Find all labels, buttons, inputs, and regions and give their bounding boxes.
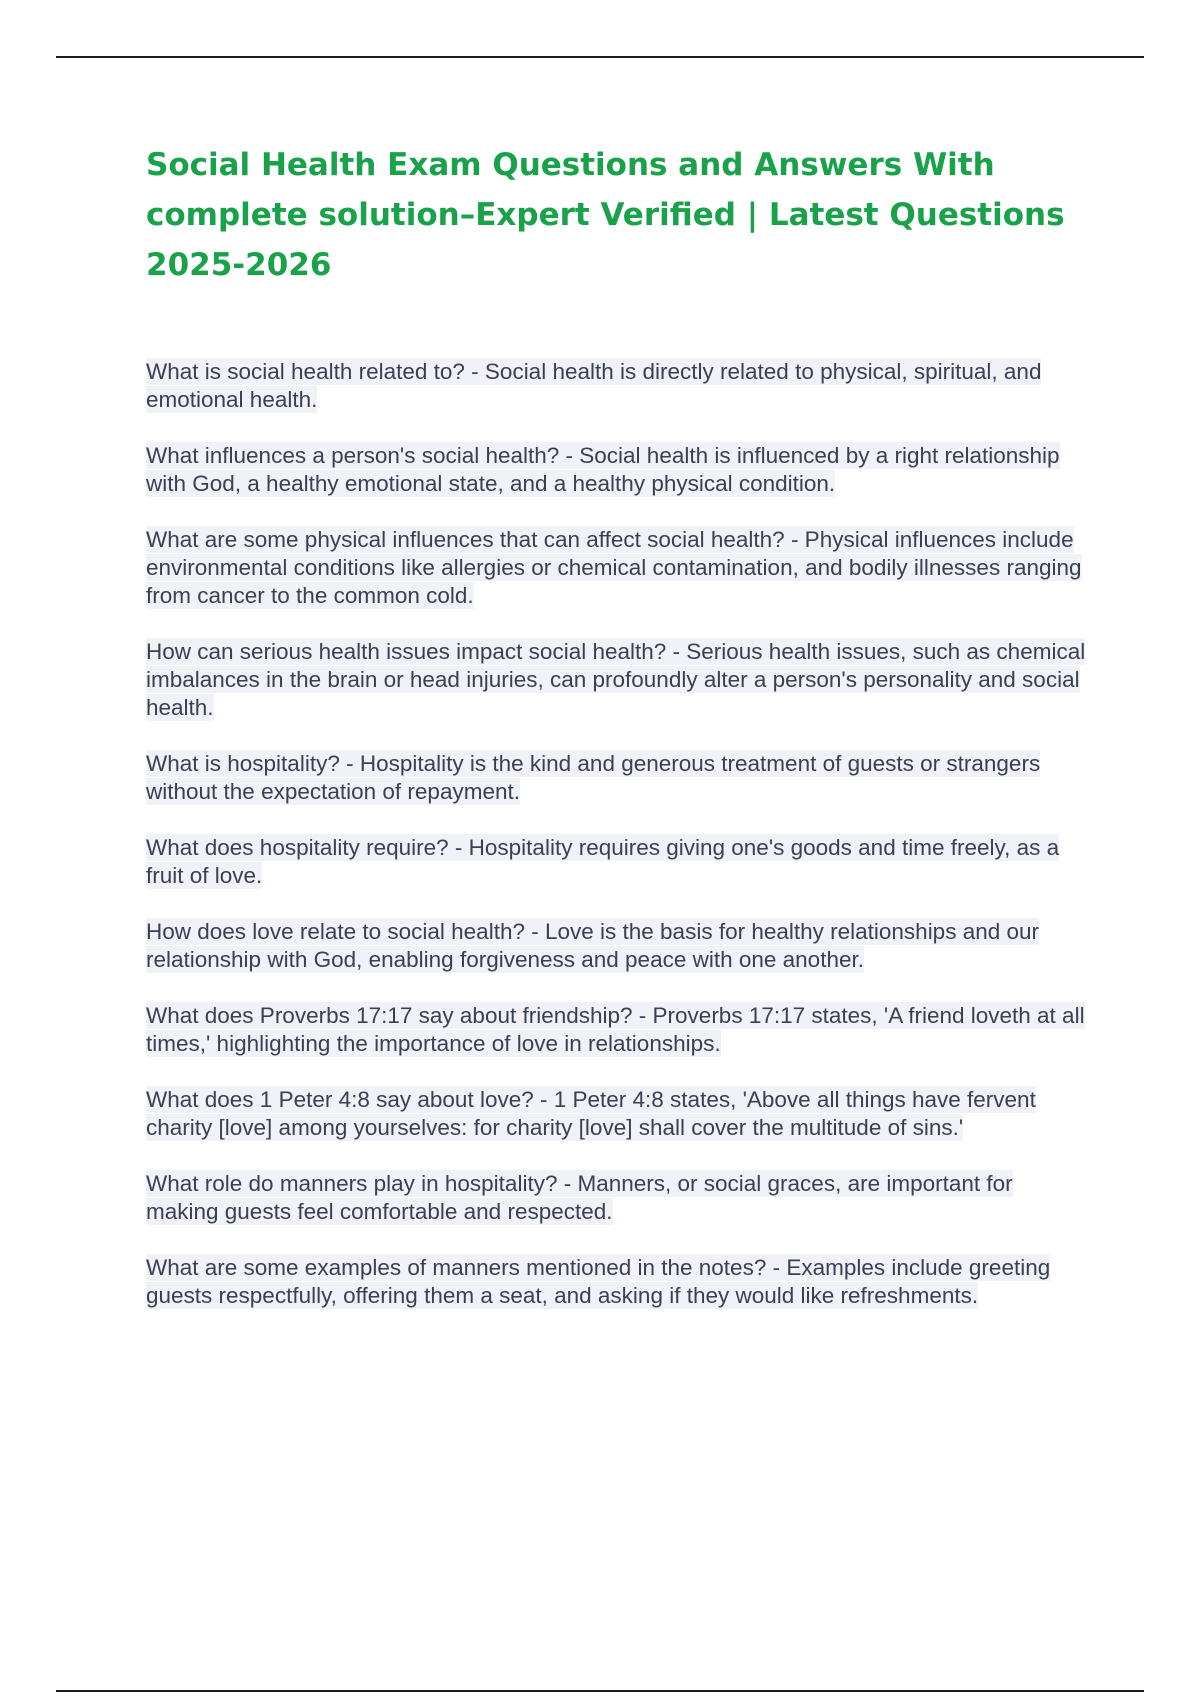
qa-item [146,1002,1086,1058]
qa-text: What does hospitality require? - Hospitality requires giving one's goods and time freely, as a fruit of love. [146,835,1060,888]
qa-item [146,526,1086,610]
qa-text: What does Proverbs 17:17 say about friendship? - Proverbs 17:17 states, 'A friend loveth at all times,' highlighting the importance of love in relationships. [146,1003,1085,1056]
qa-text: What influences a person's social health? - Social health is influenced by a right relationship with God, a healthy emotional state, and a healthy physical condition. [146,443,1060,496]
qa-list [146,358,1086,1338]
qa-text: What is social health related to? - Social health is directly related to physical, spiritual, and emotional health. [146,359,1042,412]
document-title: Social Health Exam Questions and Answers With complete solution–Expert Verified | Latest Questions 2025-2026 [146,147,1065,283]
qa-text: What role do manners play in hospitality? - Manners, or social graces, are important for making guests feel comfortable and respected. [146,1171,1013,1224]
qa-text: What are some physical influences that can affect social health? - Physical influences include environmental conditions like allergies or chemical contamination, and bodily illnesses ranging from cancer to the common cold. [146,527,1082,608]
qa-item [146,442,1086,498]
qa-item [146,1170,1086,1226]
qa-text: What is hospitality? - Hospitality is the kind and generous treatment of guests or strangers without the expectation of repayment. [146,751,1041,804]
qa-item [146,358,1086,414]
footer-rule [56,1690,1144,1692]
qa-text: How does love relate to social health? - Love is the basis for healthy relationships and our relationship with God, enabling forgiveness and peace with one another. [146,919,1040,972]
qa-item [146,834,1086,890]
qa-item [146,1086,1086,1142]
qa-text: How can serious health issues impact social health? - Serious health issues, such as chemical imbalances in the brain or head injuries, can profoundly alter a person's personality and social health. [146,639,1086,720]
qa-item [146,918,1086,974]
header-rule [56,56,1144,58]
qa-text: What are some examples of manners mentioned in the notes? - Examples include greeting guests respectfully, offering them a seat, and asking if they would like refreshments. [146,1255,1051,1308]
qa-item [146,750,1086,806]
qa-text: What does 1 Peter 4:8 say about love? - 1 Peter 4:8 states, 'Above all things have fervent charity [love] among yourselves: for charity [love] shall cover the multitude of sins.' [146,1087,1036,1140]
qa-item [146,1254,1086,1310]
qa-item [146,638,1086,722]
